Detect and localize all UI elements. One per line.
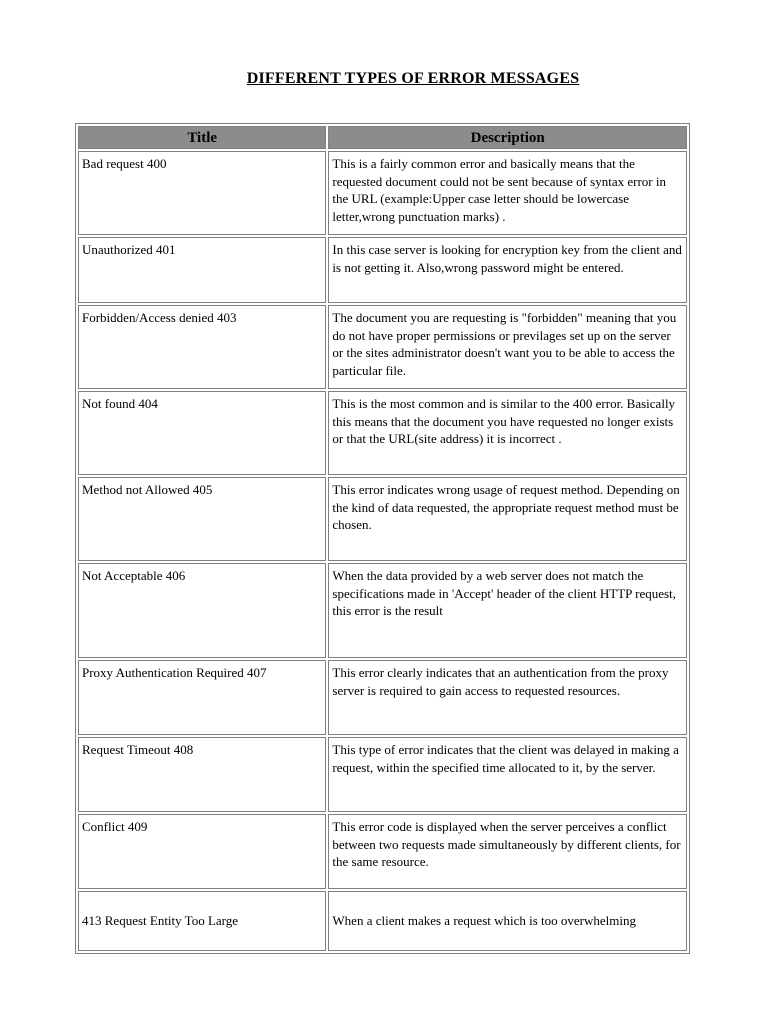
row-description: This error code is displayed when the server perceives a conflict between two requests made simultaneously by different clients, for the same resource. <box>328 814 687 889</box>
table-row <box>78 563 687 658</box>
row-description: When the data provided by a web server does not match the specifications made in 'Accept' header of the client HTTP request, this error is the result <box>328 563 687 658</box>
row-title: Method not Allowed 405 <box>78 477 326 561</box>
row-title: Request Timeout 408 <box>78 737 326 812</box>
table-row <box>78 305 687 389</box>
table-row <box>78 477 687 561</box>
row-description: This is the most common and is similar to the 400 error. Basically this means that the document you have requested no longer exists or that the URL(site address) it is incorrect . <box>328 391 687 475</box>
row-title: Conflict 409 <box>78 814 326 889</box>
error-messages-table <box>75 123 690 954</box>
row-description: When a client makes a request which is too overwhelming <box>328 891 687 951</box>
row-description: This is a fairly common error and basically means that the requested document could not be sent because of syntax error in the URL (example:Upper case letter should be lowercase letter,wrong punctuation marks) . <box>328 151 687 235</box>
row-description: This type of error indicates that the client was delayed in making a request, within the specified time allocated to it, by the server. <box>328 737 687 812</box>
row-title: Not found 404 <box>78 391 326 475</box>
table-row <box>78 237 687 303</box>
table-row <box>78 891 687 951</box>
document-title: DIFFERENT TYPES OF ERROR MESSAGES <box>246 70 580 87</box>
table-row <box>78 737 687 812</box>
row-title: 413 Request Entity Too Large <box>78 891 326 951</box>
table-row <box>78 660 687 735</box>
row-title: Not Acceptable 406 <box>78 563 326 658</box>
row-title: Bad request 400 <box>78 151 326 235</box>
row-title: Forbidden/Access denied 403 <box>78 305 326 389</box>
row-title: Unauthorized 401 <box>78 237 326 303</box>
row-description: The document you are requesting is "forbidden" meaning that you do not have proper permissions or previlages set up on the server or the sites administrator doesn't want you to be able to access the particular file. <box>328 305 687 389</box>
table-row <box>78 151 687 235</box>
table-header-row <box>78 126 687 149</box>
row-title: Proxy Authentication Required 407 <box>78 660 326 735</box>
table-row <box>78 814 687 889</box>
row-description: In this case server is looking for encryption key from the client and is not getting it. Also,wrong password might be entered. <box>328 237 687 303</box>
header-description: Description <box>328 126 687 149</box>
header-title: Title <box>78 126 326 149</box>
row-description: This error clearly indicates that an authentication from the proxy server is required to gain access to requested resources. <box>328 660 687 735</box>
table-row <box>78 391 687 475</box>
row-description: This error indicates wrong usage of request method. Depending on the kind of data requested, the appropriate request method must be chosen. <box>328 477 687 561</box>
error-messages-table-container <box>75 123 690 1024</box>
